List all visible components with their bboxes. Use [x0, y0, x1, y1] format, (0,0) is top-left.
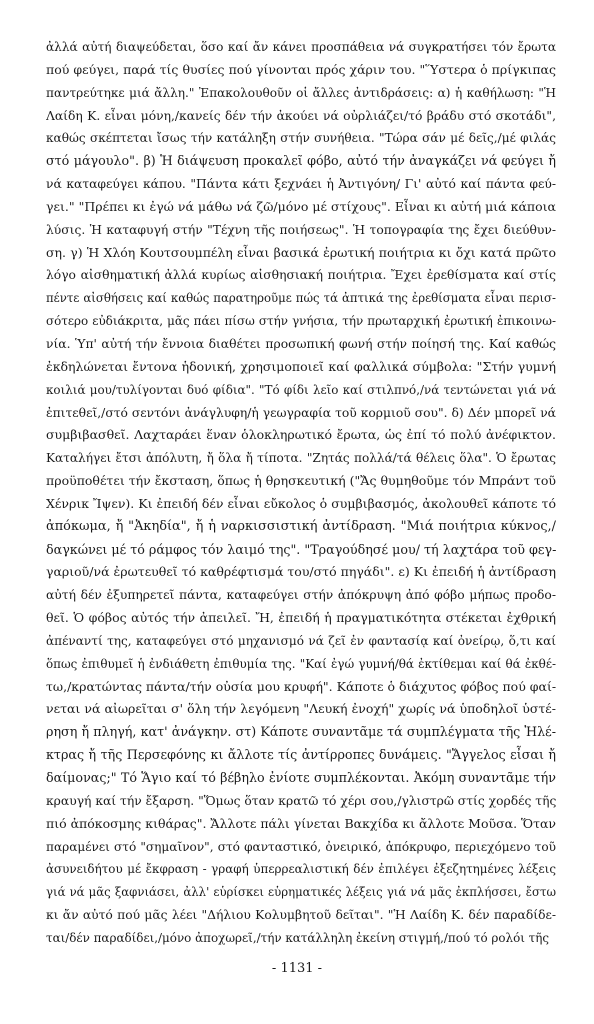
text-line: ται/δέν παραδίδει,/μόνο ἀποχωρεῖ,/τήν κατάλληλη ἐκείνη στιγμή,/πού τό ρολόι τῆς [46, 930, 550, 945]
text-line: ἀπέναντί της, καταφεύγει στό μηχανισμό νά ζεῖ ἐν φαντασίᾳ καί ὀνείρῳ, ὅ,τι καί [46, 633, 556, 648]
text-line: νά καταφεύγει κάπου. "Πάντα κάτι ξεχνάει ἡ Ἀντιγόνη/ Γι' αὐτό καί πάντα φεύ- [46, 177, 556, 192]
text-line: τω,/κρατώντας πάντα/τήν οὐσία μου κρυφή". Κάποτε ὁ διάχυτος φόβος πού φαί- [46, 678, 556, 694]
text-line: γιά νά μᾶς ξαφνιάσει, ἀλλ' εὑρίσκει εὑρηματικές λέξεις γιά νά μᾶς ἐκπλήσσει, ἔστω [46, 885, 556, 900]
text-line: νία. Ὑπ' αὐτή τήν ἔννοια διαθέτει προσωπική φωνή στήν ποίησή της. Καί καθώς [46, 336, 556, 351]
text-line: κραυγή καί τήν ἔξαρση. "Ὅμως ὅταν κρατῶ τό χέρι σου,/γλιστρῶ στίς χορδές τῆς [46, 793, 556, 808]
text-line: αὐτή δέν ἐξυπηρετεῖ πάντα, καταφεύγει στήν ἀπόκρυψη ἀπό φόβο μήπως προδο- [46, 588, 556, 603]
text-line: δαγκώνει μέ τό ράμφος τόν λαιμό της". "Τραγούδησέ μου/ τή λαχτάρα τοῦ φεγ- [46, 541, 556, 557]
text-line: γαριοῦ/νά ἐρωτευθεῖ τό καθρέφτισμά του/στό πηγάδι". ε) Κι ἐπειδή ἡ ἀντίδραση [46, 564, 556, 580]
text-line: ἀπόκωμα, ἤ "Ἀκηδία", ἤ ἡ ναρκισσιστική ἀντίδραση. "Μιά ποιήτρια κύκνος,/ [46, 518, 556, 534]
text-line: δαίμονας;" Τό Ἅγιο καί τό βέβηλο ἐνίοτε συμπλέκονται. Ἀκόμη συναντᾶμε τήν [46, 770, 556, 785]
text-line: στό μάγουλο". β) Ἡ διάψευση προκαλεῖ φόβο, αὐτό τήν ἀναγκάζει νά φεύγει ἤ [46, 153, 556, 169]
text-line: καθώς σκέπτεται ἴσως τήν κατάληξη στήν συνήθεια. "Τώρα σάν μέ δεῖς,/μέ φιλάς [46, 131, 556, 146]
text-line: κοιλιά μου/τυλίγονται δυό φίδια". "Τό φίδι λεῖο καί στιλπνό,/νά τεντώνεται γιά νά [46, 382, 556, 397]
text-line: σότερο εὐδιάκριτα, μᾶς πάει πίσω στήν γνήσια, τήν πρωταρχική ἐρωτική ἐπικοινω- [46, 314, 556, 329]
text-line: Χένρικ Ἴψεν). Κι ἐπειδή δέν εἶναι εὔκολος ὁ συμβιβασμός, ἀκολουθεῖ κάποτε τό [46, 495, 556, 511]
text-line: κτρας ἤ τῆς Περσεφόνης κι ἄλλοτε τίς ἀντίρροπες δυνάμεις. "Ἄγγελος εἶσαι ἤ [46, 747, 556, 763]
text-line: λύσις. Ἡ καταφυγή στήν "Τέχνη τῆς ποιήσεως". Ἡ τοπογραφία της ἔχει διεύθυν- [46, 222, 556, 237]
document-body [46, 36, 556, 950]
text-line: ρηση ἤ πληγή, κατ' ἀνάγκην. στ) Κάποτε συναντᾶμε τά συμπλέγματα τῆς Ἠλέ- [46, 724, 556, 740]
text-line: συμβιβασθεῖ. Λαχταράει ἕναν ὁλοκληρωτικό ἔρωτα, ὡς ἐπί τό πολύ ἀνέφικτον. [46, 427, 556, 443]
text-line: νεται νά αἰωρεῖται σ' ὅλη τήν λεγόμενη "Λευκή ἐνοχή" χωρίς νά ὑποδηλοῖ ὑστέ- [46, 701, 556, 717]
text-line: λόγο αἰσθηματική ἀλλά κυρίως αἰσθησιακή ποιήτρια. Ἔχει ἐρεθίσματα καί στίς [46, 268, 556, 283]
text-line: παραμένει στό "σημαῖνον", στό φανταστικό, ὀνειρικό, ἀπόκρυφο, περιεχόμενο τοῦ [46, 839, 556, 854]
page-number: - 1131 - [271, 961, 323, 976]
text-line: προϋποθέτει τήν ἔκσταση, ὅπως ἡ θρησκευτική ("Ἄς θυμηθοῦμε τόν Μπράντ τοῦ [46, 473, 556, 489]
text-line: ση. γ) Ἡ Χλόη Κουτσουμπέλη εἶναι βασικά ἐρωτική ποιήτρια κι ὄχι κατά πρῶτο [46, 244, 556, 260]
text-line: ἀσυνειδήτου μέ ἔκφραση - γραφή ὑπερρεαλιστική δέν ἐπιλέγει ἐξεζητημένες λέξεις [46, 862, 556, 877]
text-line: θεῖ. Ὁ φόβος αὐτός τήν ἀπειλεῖ. Ἤ, ἐπειδή ἡ πραγματικότητα στέκεται ἐχθρική [46, 610, 556, 626]
text-line: Λαίδη Κ. εἶναι μόνη,/κανείς δέν τήν ἀκούει νά οὐρλιάζει/τό βράδυ στό σκοτάδι", [46, 108, 556, 123]
text-line: ὅπως ἐπιθυμεῖ ἡ ἐνδιάθετη ἐπιθυμία της. "Καί ἐγώ γυμνή/θά ἐκτίθεμαι καί θά ἐκθέ- [46, 656, 556, 671]
text-line: πού φεύγει, παρά τίς θυσίες πού γίνονται πρός χάριν του. "Ὕστερα ὁ πρίγκιπας [46, 61, 556, 77]
text-line: Καταλήγει ἔτσι ἀπόλυτη, ἤ ὅλα ἤ τίποτα. "Ζητάς πολλά/τά θέλεις ὅλα". Ὁ ἔρωτας [46, 451, 556, 466]
text-line: γει." "Πρέπει κι ἐγώ νά μάθω νά ζῶ/μόνο μέ στίχους". Εἶναι κι αὐτή μιά κάποια [46, 198, 556, 214]
text-line: πιό ἀπόκοσμης κιθάρας". Ἄλλοτε πάλι γίνεται Βακχίδα κι ἄλλοτε Μοῦσα. Ὅταν [46, 815, 556, 831]
text-line: κι ἄν αὐτό πού μᾶς λέει "Δήλιου Κολυμβητοῦ δεῖται". "Ἡ Λαίδη Κ. δέν παραδίδε- [46, 908, 556, 923]
text-line: ἐπιτεθεῖ,/στό σεντόνι ἀνάγλυφη/ἡ γεωγραφία τοῦ κορμιοῦ σου". δ) Δέν μπορεῖ νά [46, 405, 556, 420]
text-line: ἀλλά αὐτή διαψεύδεται, ὅσο καί ἄν κάνει προσπάθεια νά συγκρατήσει τόν ἔρωτα [46, 40, 556, 54]
text-line: πέντε αἰσθήσεις καί καθώς παρατηροῦμε πώς τά ἀπτικά της ἐρεθίσματα εἶναι περισ- [46, 291, 556, 306]
text-line: ἐκδηλώνεται ἔντονα ἡδονική, χρησιμοποιεῖ καί φαλλικά σύμβολα: "Στήν γυμνή [46, 358, 556, 374]
text-line: παντρεύτηκε μιά ἄλλη." Ἐπακολουθοῦν οἱ ἄλλες ἀντιδράσεις: α) ἡ καθήλωση: "Ἡ [46, 85, 556, 100]
